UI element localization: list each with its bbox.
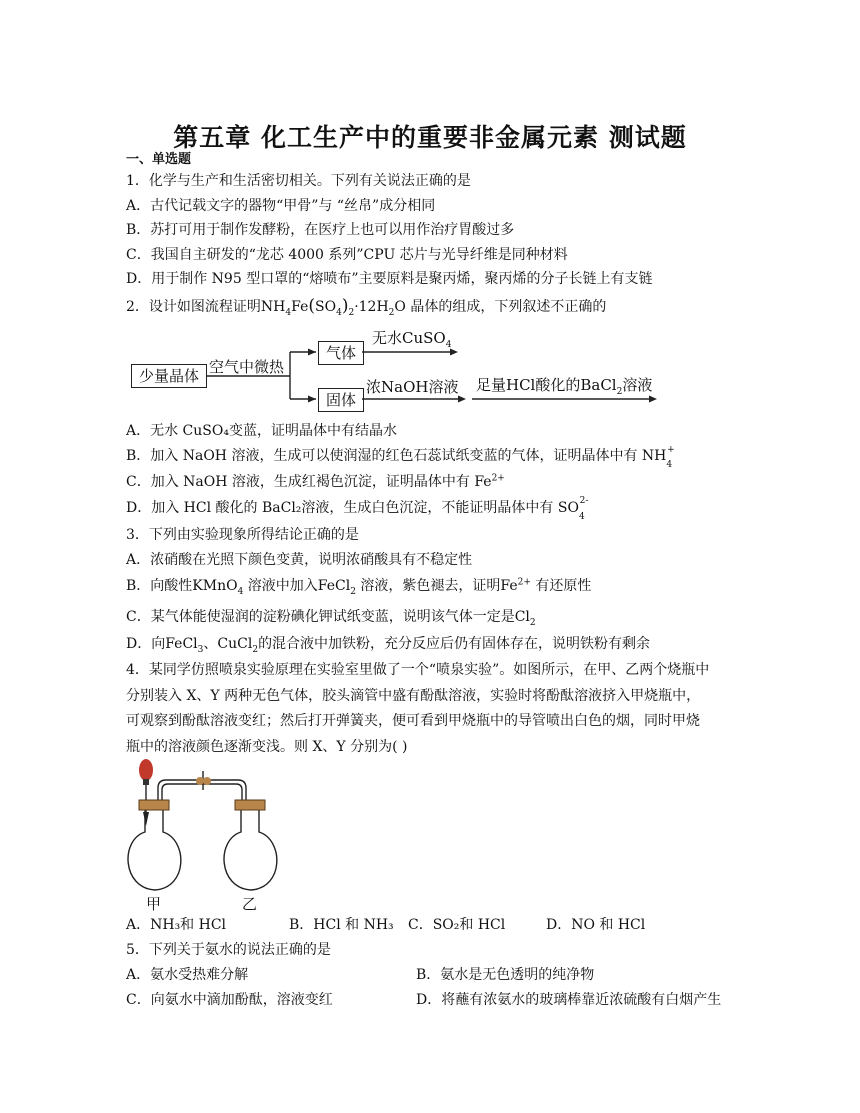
q3-b-part3: 溶液，紫色褪去，证明: [360, 578, 501, 594]
q2-option-c-text: C．加入 NaOH 溶液，生成红褐色沉淀，证明晶体中有 Fe: [126, 474, 492, 490]
q2-option-a: A．无水 CuSO₄变蓝，证明晶体中有结晶水: [126, 423, 397, 439]
q2-stem-prefix: 2．设计如图流程证明: [126, 299, 261, 315]
q4-stem-line1: 4．某同学仿照喷泉实验原理在实验室里做了一个“喷泉实验”。如图所示，在甲、乙两个烧瓶中: [126, 662, 710, 678]
q5-stem: 5．下列关于氨水的说法正确的是: [126, 942, 331, 958]
flask-label-left: 甲: [146, 895, 162, 913]
q1-stem: 1．化学与生产和生活密切相关。下列有关说法正确的是: [126, 173, 471, 189]
dropper-bulb: [139, 759, 153, 781]
flow-solid-box: 固体: [318, 388, 364, 412]
q3-option-b: B．向酸性KMnO$_4$ 溶液中加入FeCl$_2$ 溶液，紫色褪去，证明$Fe^{2+}$ 有还原性: [126, 577, 592, 597]
q3-c-part1: C．某气体能使湿润的淀粉碘化钾试纸变蓝，说明该气体一定是: [126, 609, 515, 625]
q3-stem: 3．下列由实验现象所得结论正确的是: [126, 527, 359, 543]
flow-solid-reagent: 浓NaOH溶液: [366, 378, 459, 396]
q3-d-part2: 、: [203, 636, 218, 652]
flow-gas-box: 气体: [318, 341, 364, 365]
q2-option-c: C．加入 NaOH 溶液，生成红褐色沉淀，证明晶体中有 $Fe^{2+}$: [126, 473, 505, 490]
flow-final-reagent-pre: 足量HCl酸化的BaCl: [476, 376, 617, 394]
section-heading: 一、单选题: [126, 152, 192, 167]
q4-option-d: D．NO 和 HCl: [546, 917, 646, 933]
q1-option-d: D．用于制作 N95 型口罩的“熔喷布”主要原料是聚丙烯，聚丙烯的分子长链上有支链: [126, 271, 653, 287]
q4-stem-line3: 可观察到酚酞溶液变红；然后打开弹簧夹，便可看到甲烧瓶中的导管喷出白色的烟，同时甲烧: [126, 713, 700, 729]
q3-b-part1: B．向酸性: [126, 578, 193, 594]
q3-b-part4: 有还原性: [535, 578, 592, 594]
flow-gas-reagent: 无水CuSO$_4$: [372, 329, 452, 350]
q3-option-a: A．浓硝酸在光照下颜色变黄，说明浓硝酸具有不稳定性: [126, 552, 473, 568]
q3-d-part1: D．向: [126, 636, 166, 652]
flow-start-box: 少量晶体: [131, 364, 207, 388]
q2-option-b-text: B．加入 NaOH 溶液，生成可以使润湿的红色石蕊试纸变蓝的气体，证明晶体中有 NH: [126, 448, 667, 464]
q3-option-c: C．某气体能使湿润的淀粉碘化钾试纸变蓝，说明该气体一定是$Cl_2$: [126, 609, 536, 628]
q4-stem-line2: 分别装入 X、Y 两种无色气体，胶头滴管中盛有酚酞溶液，实验时将酚酞溶液挤入甲烧瓶中，: [126, 688, 701, 704]
flow-final-reagent: 足量HCl酸化的BaCl$_2$溶液: [476, 376, 653, 397]
q4-option-b: B．HCl 和 NH₃: [289, 917, 394, 933]
q5-option-c: C．向氨水中滴加酚酞，溶液变红: [126, 992, 333, 1008]
q4-option-a: A．NH₃和 HCl: [126, 917, 227, 933]
page-title: 第五章 化工生产中的重要非金属元素 测试题: [173, 123, 687, 152]
q5-option-b: B．氨水是无色透明的纯净物: [416, 967, 595, 983]
q2-stem: 2．设计如图流程证明$NH_4Fe(SO_4)_2\cdot 12H_2O$ 晶体的组成，下列叙述不正确的: [126, 296, 607, 318]
q3-option-d: D．向FeCl$_3$、CuCl$_2$的混合液中加铁粉，充分反应后仍有固体存在，说明铁粉有剩余: [126, 636, 651, 655]
flow-step-label: 空气中微热: [209, 358, 285, 376]
q5-option-a: A．氨水受热难分解: [126, 967, 249, 983]
q3-d-part3: 的混合液中加铁粉，充分反应后仍有固体存在，说明铁粉有剩余: [258, 636, 651, 652]
q4-stem-line4: 瓶中的溶液颜色逐渐变浅。则 X、Y 分别为( ): [126, 739, 408, 755]
q1-option-b: B．苏打可用于制作发酵粉，在医疗上也可以用作治疗胃酸过多: [126, 222, 515, 238]
q2-stem-suffix: 晶体的组成，下列叙述不正确的: [410, 299, 607, 315]
q2-option-d: D．加入 HCl 酸化的 BaCl₂溶液，生成白色沉淀，不能证明晶体中有 $SO_4^{2-}$: [126, 496, 589, 522]
flow-gas-reagent-text: 无水CuSO: [372, 329, 446, 347]
q1-option-a: A．古代记载文字的器物“甲骨”与 “丝帛”成分相同: [126, 198, 436, 214]
q2-option-d-text: D．加入 HCl 酸化的 BaCl₂溶液，生成白色沉淀，不能证明晶体中有 SO: [126, 500, 579, 516]
flask-label-right: 乙: [242, 895, 258, 913]
q5-option-d: D．将蘸有浓氨水的玻璃棒靠近浓硫酸有白烟产生: [416, 992, 722, 1008]
flow-final-reagent-post: 溶液: [622, 376, 653, 394]
q2-option-b: B．加入 NaOH 溶液，生成可以使润湿的红色石蕊试纸变蓝的气体，证明晶体中有 $NH_4^+$: [126, 445, 675, 470]
q4-option-c: C．SO₂和 HCl: [408, 917, 506, 933]
q1-option-c: C．我国自主研发的“龙芯 4000 系列”CPU 芯片与光导纤维是同种材料: [126, 247, 568, 263]
q3-b-part2: 溶液中加入: [247, 578, 318, 594]
